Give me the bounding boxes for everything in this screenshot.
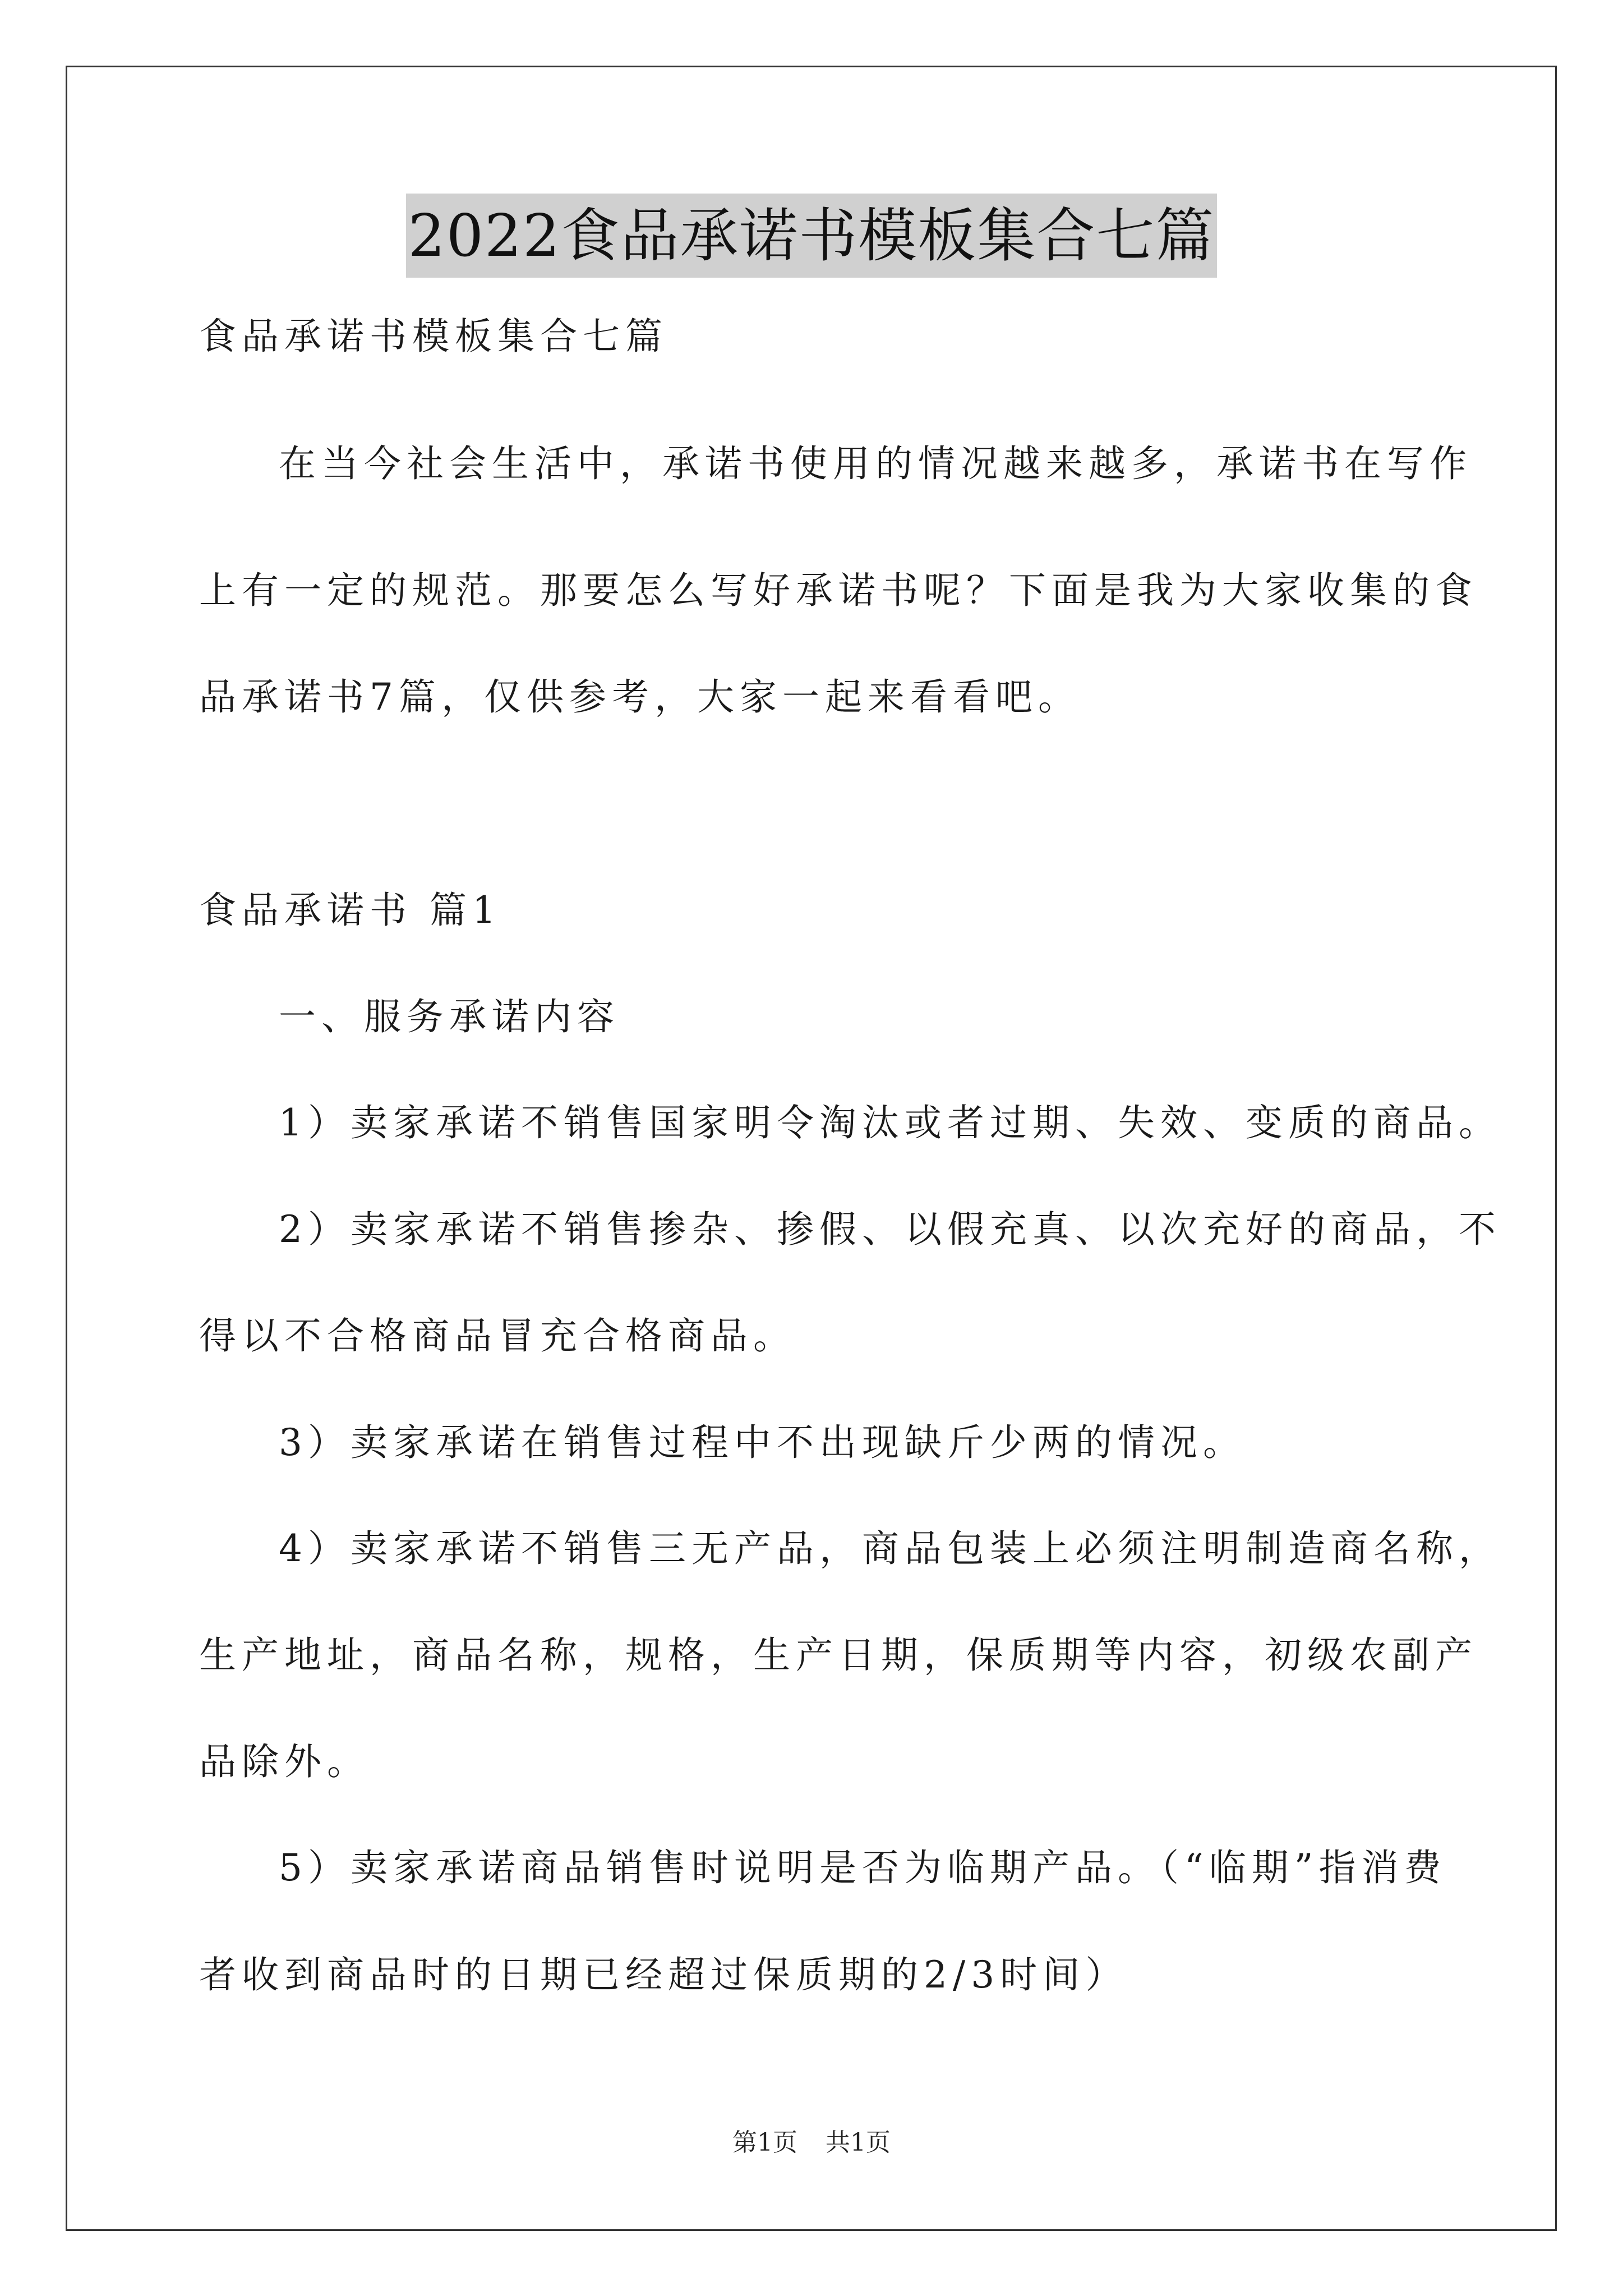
title-container [0, 194, 1623, 278]
item-4-line-1: 4）卖家承诺不销售三无产品，商品包装上必须注明制造商名称， [279, 1527, 1501, 1570]
item-2-line-2: 得以不合格商品冒充合格商品。 [199, 1314, 796, 1358]
subtitle: 食品承诺书模板集合七篇 [199, 315, 668, 358]
intro-line-2: 上有一定的规范。那要怎么写好承诺书呢？下面是我为大家收集的食 [199, 569, 1478, 612]
document-title: 2022食品承诺书模板集合七篇 [406, 194, 1218, 278]
item-4-line-3: 品除外。 [199, 1740, 370, 1783]
page-border [66, 66, 1557, 2231]
item-2-line-1: 2）卖家承诺不销售掺杂、掺假、以假充真、以次充好的商品，不 [279, 1208, 1501, 1251]
item-5-line-2: 者收到商品时的日期已经超过保质期的2/3时间） [199, 1953, 1128, 1996]
section-subheading: 一、服务承诺内容 [279, 995, 620, 1038]
intro-line-3: 品承诺书7篇，仅供参考，大家一起来看看吧。 [199, 675, 1081, 719]
page-footer [0, 2126, 1623, 2160]
item-5-line-1: 5）卖家承诺商品销售时说明是否为临期产品。（“临期”指消费 [279, 1846, 1447, 1889]
intro-line-1: 在当今社会生活中，承诺书使用的情况越来越多，承诺书在写作 [279, 442, 1472, 485]
page-number-total: 共1页 [826, 2128, 891, 2157]
page-number-current: 第1页 [732, 2128, 797, 2157]
item-1: 1）卖家承诺不销售国家明令淘汰或者过期、失效、变质的商品。 [279, 1101, 1501, 1144]
section-heading: 食品承诺书 篇1 [199, 889, 501, 932]
item-4-line-2: 生产地址，商品名称，规格，生产日期，保质期等内容，初级农副产 [199, 1634, 1478, 1677]
item-3: 3）卖家承诺在销售过程中不出现缺斤少两的情况。 [279, 1421, 1246, 1464]
